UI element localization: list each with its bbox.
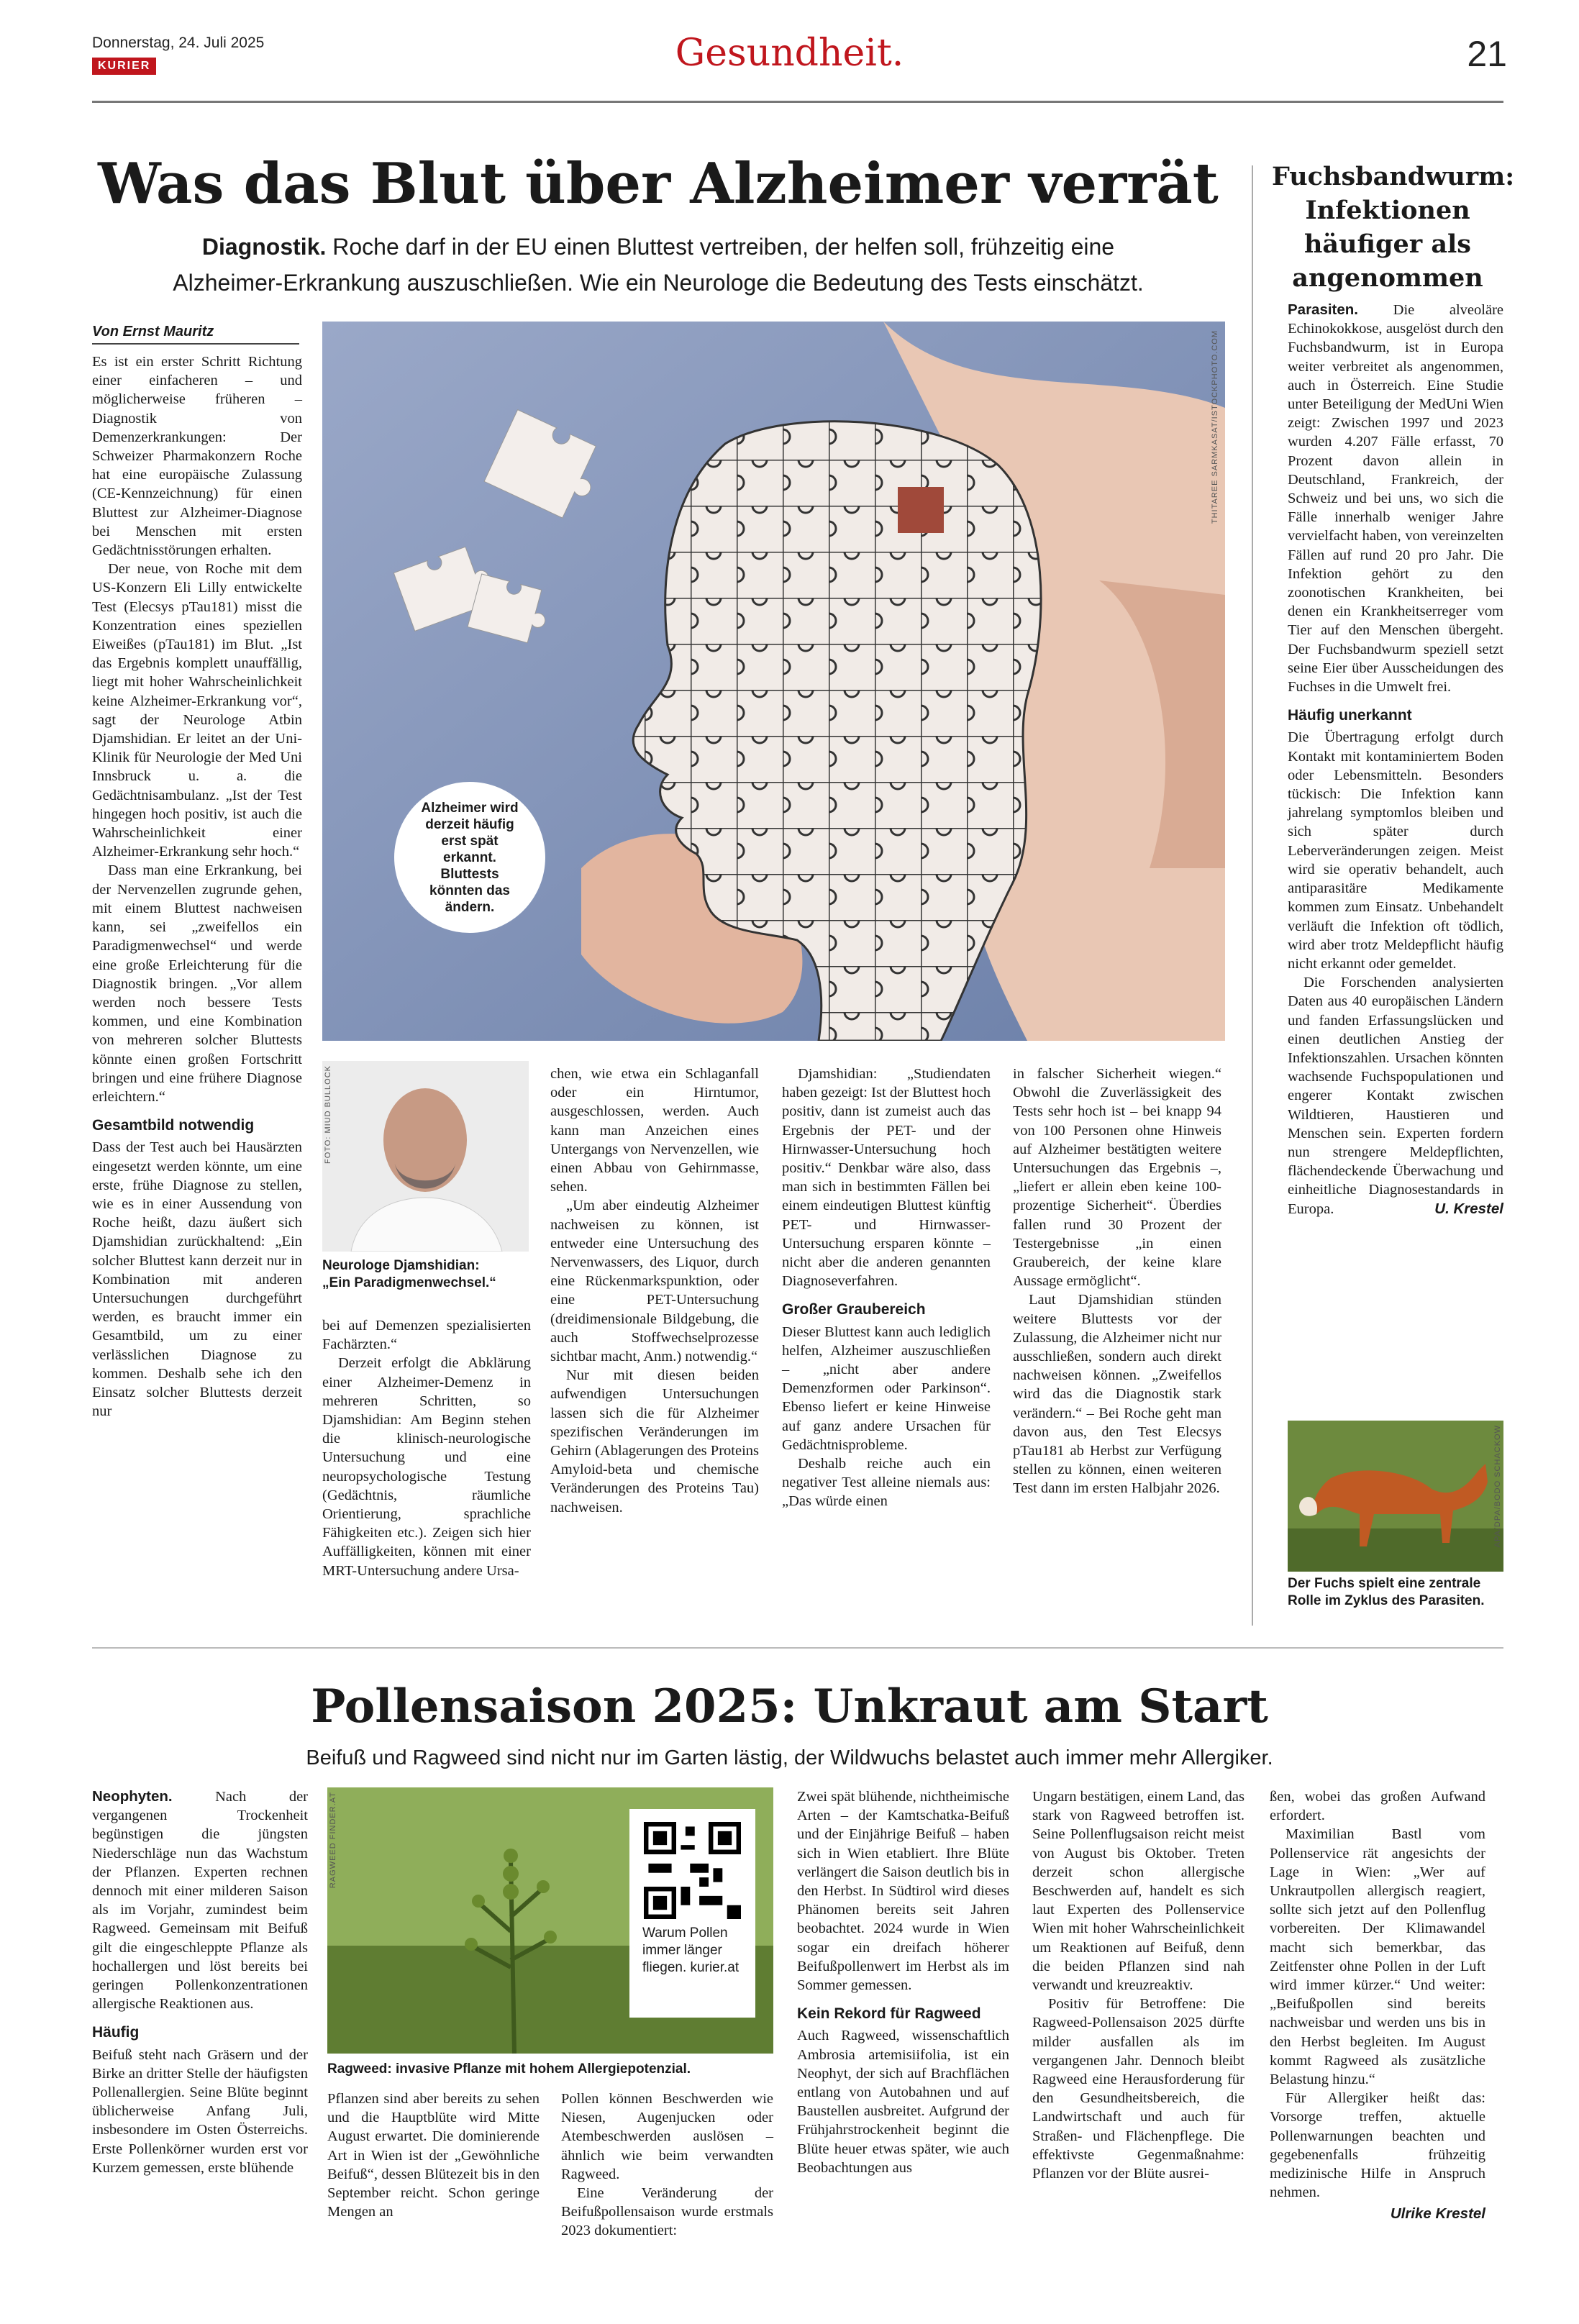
pollen-col6-p2: Maximilian Bastl vom Pollenservice rät angesichts der Lage in Wien: „Wer auf Unkrautpollen allergisch reagiert, sollte sich jetzt auf den Pollenflug vorbereiten. Der Klimawandel macht sich bemerkbar, das Zeitfenster ohne Pollen in der Luft wird immer kürzer.“ Und weiter: „Beifußpollen sind bereits nachweisbar und werden uns bis in den Herbst begleiten. Im August kommt Ragweed als zusätzliche Belastung hinzu.“ [1270, 1826, 1485, 2088]
main-subtitle [94, 229, 1223, 301]
sidebar-para1: Die alveoläre Echinokokkose, ausgelöst durch den Fuchsbandwurm, ist in Europa weiter verbreitet als angenommen, auch in Österreich. Eine Studie unter Beteiligung der MedUni Wien zeigt: Zwischen 1997 und 2023 wurden 4.207 Fälle erfasst, 70 Prozent davon allein in Deutschland, Frankreich, der Schweiz und bei uns, wo sich die Fälle innerhalb weniger Jahre vervielfacht haben, von vereinzelten Fällen auf rund 20 pro Jahr. Die Infektion gehört zu den zoonotischen Krankheiten, bei denen ein Krankheitserreger vom Tier auf den Menschen übergeht. Der Fuchsbandwurm speziell setzt seine Eier über Ausscheidungen des Fuchses in die Umwelt frei. [1288, 302, 1503, 696]
ragweed-credit: RAGWEED FINDER.AT [329, 1792, 337, 1889]
pollen-title: Pollensaison 2025: Unkraut am Start [311, 1680, 1268, 1733]
main-subhead-graubereich: Großer Graubereich [782, 1301, 926, 1318]
main-col3-p3: Nur mit diesen beiden aufwendigen Untersuchungen lassen sich die für Alzheimer spezifischen Veränderungen im Gehirn (Ablagerungen des Proteins Amyloid-beta und chemische Veränderungen des Proteins Tau) nachweisen. [550, 1367, 759, 1516]
main-subtitle-line2: Alzheimer-Erkrankung auszuschließen. Wie ein Neurologe die Bedeutung des Tests einschätzt. [173, 270, 1144, 296]
pollen-col3-p2: Eine Veränderung der Beifußpollensaison wurde erstmals 2023 dokumentiert: [561, 2185, 773, 2239]
pollen-col5-p2: Positiv für Betroffene: Die Ragweed-Pollensaison 2025 dürfte milder ausfallen als im vergangenen Jahr. Dennoch bleibt Ragweed eine Herausforderung für den Gesundheitsbereich, die Landwirtschaft und auch für Straßen- und Flächenpflege. Die effektivste Gegenmaßnahme: Pflanzen vor der Blüte ausrei- [1032, 1996, 1244, 2182]
pollen-col4-p1: Zwei spät blühende, nichtheimische Arten – der Kamtschatka-Beifuß und der Einjährige Beifuß – haben sich in Wien etabliert. Ihre Blüte verlängert die Saison deutlich bis in den Herbst. In Südtirol wird dieses Phänomen bereits seit Jahren beobachtet. 2024 wurde in Wien sogar ein dreifach höherer Beifußpollenwert im Herbst als im Sommer gemessen. [797, 1789, 1009, 1994]
portrait-photo [322, 1061, 529, 1252]
pollen-col1 [92, 1787, 308, 2177]
pollen-col5-p1: Ungarn bestätigen, einem Land, das stark von Ragweed betroffen ist. Seine Pollenflugsaison reicht meist von August bis Oktober. Treten derzeit schon allergische Beschwerden auf, handelt es sich laut Experten des Pollenservice Wien mit hoher Wahrscheinlichkeit um Reaktionen auf Beifuß, denn die beiden Pflanzen sind nah verwandt und kreuzreaktiv. [1032, 1789, 1244, 1994]
main-col4-p1: Djamshidian: „Studiendaten haben gezeigt: Ist der Bluttest hoch positiv, dann ist zumeist auch das Ergebnis der PET- und der Hirnwasser-Untersuchung hoch positiv.“ Denkbar wäre also, dass man sich in bestimmten Fällen bei einem eindeutigen Bluttest künftig PET- und Hirnwasser-Untersuchung ersparen könnte – nicht aber die anderen genannten Diagnoseverfahren. [782, 1066, 991, 1290]
main-col5-p2: Laut Djamshidian stünden weitere Bluttests vor der Zulassung, die Alzheimer nicht nur ausschließen, sondern auch direkt nachweisen können. „Zweifellos wird das die Diagnostik stark verändern.“ – Bei Roche geht man davon aus, den Test Elecsys pTau181 ab Herbst zur Verfügung stellen zu können, einen weiteren Test dann im ersten Halbjahr 2026. [1013, 1292, 1221, 1497]
portrait-caption-line2: „Ein Paradigmenwechsel.“ [322, 1275, 496, 1290]
main-col2-p2: Derzeit erfolgt die Abklärung einer Alzheimer-Demenz in mehreren Schritten, so Djamshidian: Am Beginn stehen die klinisch-neurologische Untersuchung und eine neuropsychologische Testung (Gedächtnis, räumliche Orientierung, sprachliche Fähigkeiten etc.). Zeigen sich hier Auffälligkeiten, können mit einer MRT-Untersuchung andere Ursa- [322, 1355, 531, 1579]
pollen-kicker: Neophyten. [92, 1788, 173, 1805]
pollen-col3-p1: Pollen können Beschwerden wie Niesen, Augenjucken oder Atembeschwerden auslösen – ähnlich wie beim verwandten Ragweed. [561, 2091, 773, 2182]
main-col3-p1: chen, wie etwa ein Schlaganfall oder ein Hirntumor, ausgeschlossen, werden. Auch kann man Anzeichen eines Untergangs von Nervenzellen, wie einen Abbau von Gehirnmasse, sehen. [550, 1066, 759, 1195]
pollen-col2-p1: Pflanzen sind aber bereits zu sehen und die Hauptblüte wird Mitte August erwartet. Die dominierende Art in Wien ist der „Gewöhnliche Beifuß“, dessen Blütezeit bis in den September reicht. Schon geringe Mengen an [327, 2091, 540, 2220]
portrait-caption-line1: Neurologe Djamshidian: [322, 1258, 480, 1273]
pollen-col1-p1: Nach der vergangenen Trockenheit begünstigen die jüngsten Niederschläge nun das Wachstum der Pflanzen. Experten rechnen dennoch mit einer milderen Saison als im Vorjahr, zumindest beim Ragweed. Gemeinsam mit Beifuß gilt die eingeschleppte Pflanze als hochallergen und löst bereits bei geringen Pollenkonzentrationen allergische Reaktionen aus. [92, 1789, 308, 2013]
sidebar-title: Fuchsbandwurm: Infektionen häufiger als angenommen [1272, 162, 1515, 293]
main-col5 [1013, 1065, 1221, 1498]
portrait-credit: FOTO: MIUD BULLOCK [324, 1065, 332, 1164]
fox-caption: Der Fuchs spielt eine zentrale Rolle im Zyklus des Parasiten. [1288, 1576, 1485, 1608]
main-kicker: Diagnostik. [201, 234, 327, 260]
author-line: Von Ernst Mauritz [92, 324, 299, 345]
image-bubble [394, 782, 545, 933]
section-title: Gesundheit. [675, 32, 904, 75]
main-col1-p3: Dass man eine Erkrankung, bei der Nervenzellen zugrunde gehen, mit einem Bluttest nachweisen kann, sei „zweifellos ein Paradigmenwechsel“ und werde eine große Erleichterung für die Diagnostik bringen. „Vor allem werden noch bessere Tests kommen, und eine Kombination von mehreren solcher Bluttests könnte einen großen Fortschritt bringen und eine frühere Diagnose erleichtern.“ [92, 862, 302, 1105]
pollen-subhead-haeufig: Häufig [92, 2024, 140, 2041]
main-col1-p1: Es ist ein erster Schritt Richtung einer einfacheren – und möglicherweise früheren – Diagnostik von Demenzerkrankungen: Der Schweizer Pharmakonzern Roche hat eine europäische Zulassung (CE-Kennzeichnung) für einen Bluttest zur Alzheimer-Diagnose bei Menschen mit ersten Gedächtnisstörungen erhalten. [92, 354, 302, 559]
qr-code-icon [644, 1822, 741, 1919]
main-col3 [550, 1065, 759, 1517]
page-number: 21 [1467, 34, 1507, 74]
main-col5-p1: in falscher Sicherheit wiegen.“ Obwohl die Zuverlässigkeit des Tests sehr hoch ist – bei knapp 94 von 100 Personen ohne Hinweis auf Alzheimer bestätigten weitere Untersuchungen das Ergebnis –, „liefert er allein eben keine 100-prozentige Sicherheit“. Überdies fallen rund 30 Prozent der Testergebnisse „in einen Graubereich, der keine klare Aussage ermöglicht“. [1013, 1066, 1221, 1290]
pollen-col1-p2: Beifuß steht nach Gräsern und der Birke an dritter Stelle der häufigsten Pollenallergien. Seine Blüte beginnt üblicherweise Anfang Juli, insbesondere im Osten Österreichs. Erste Pollenkörner wurden erst vor Kurzem gemessen, erste blühende [92, 2046, 308, 2176]
pollen-col6-p1: ßen, wobei das großen Aufwand erfordert. [1270, 1789, 1485, 1824]
header-divider [92, 101, 1503, 103]
sidebar-para2: Die Übertragung erfolgt durch Kontakt mit kontaminiertem Boden oder Lebensmitteln. Besonders tückisch: Die Infektion kann jahrelang symptomlos bleiben und sich später durch Leberveränderungen zeigen. Meist wird sie operativ behandelt, auch antiparasitäre Medikamente kommen zum Einsatz. Unbehandelt verläuft die Infektion oft tödlich, wird aber trotz Meldepflicht häufig nicht erkannt oder gemeldet. [1288, 729, 1503, 972]
sidebar-author: U. Krestel [1434, 1200, 1503, 1217]
pollen-divider [92, 1647, 1503, 1649]
sidebar-kicker: Parasiten. [1288, 301, 1358, 318]
main-col4-p3: Deshalb reiche auch ein negativer Test alleine niemals aus: „Das würde einen [782, 1456, 991, 1510]
main-col1 [92, 352, 302, 1421]
main-col1-p4: Dass der Test auch bei Hausärzten eingesetzt werden könnte, um eine erste, frühe Diagnose zu stellen, wie es in einer Aussendung von Roche heißt, dazu äußert sich Djamshidian zurückhaltend: „Ein solcher Bluttest kann derzeit nur in Kombination mit anderen Untersuchungen durchgeführt werden, es braucht immer ein Gesamtbild, um zu einer verlässlichen Diagnose zu kommen. Deshalb sehe ich den Einsatz solcher Bluttests derzeit nur [92, 1139, 302, 1420]
fox-photo [1288, 1421, 1503, 1572]
main-title: Was das Blut über Alzheimer verrät [98, 151, 1219, 217]
pollen-subhead-rekord: Kein Rekord für Ragweed [797, 2005, 981, 2023]
pollen-author: Ulrike Krestel [1390, 2205, 1485, 2223]
pollen-col4-p2: Auch Ragweed, wissenschaftlich Ambrosia artemisiifolia, ist ein Neophyt, der sich auf Brachflächen entlang von Autobahnen und auf Baustellen ausbreitet. Aufgrund der Frühjahrstrockenheit beginnt die Blüte heuer etwas später, wie auch Beobachtungen aus [797, 2028, 1009, 2176]
puzzle-head-image [322, 322, 1225, 1041]
main-subhead-gesamtbild: Gesamtbild notwendig [92, 1117, 255, 1134]
missing-puzzle-piece [898, 487, 944, 533]
main-image-credit: THITAREE SARMKASAT/ISTOCKPHOTO.COM [1211, 330, 1219, 524]
header-date: Donnerstag, 24. Juli 2025 [92, 35, 265, 51]
main-col4 [782, 1065, 991, 1511]
ragweed-photo [327, 1787, 773, 2054]
pollen-subtitle: Beifuß und Ragweed sind nicht nur im Garten lästig, der Wildwuchs belastet auch immer mehr Allergiker. [306, 1746, 1273, 1769]
sidebar-subhead: Häufig unerkannt [1288, 707, 1412, 724]
pollen-col3 [561, 2090, 773, 2241]
pollen-col5 [1032, 1787, 1244, 2183]
main-subtitle-line1: Roche darf in der EU einen Bluttest vertreiben, der helfen soll, frühzeitig eine [332, 234, 1115, 260]
fox-credit: APA/DPA/BODO SCHACKOW [1493, 1425, 1502, 1548]
sidebar-para3: Die Forschenden analysierten Daten aus 40 europäischen Ländern und fanden Erfassungslücken und einen deutlichen Anstieg der Infektionszahlen. Ursachen könnten wachsende Fuchspopulationen und engerer Kontakt zwischen Wildtieren, Haustieren und Menschen sein. Experten fordern nun strengere Meldepflichten, flächendeckende Überwachung und einheitliche Diagnosestandards in Europa. [1288, 975, 1503, 1217]
pollen-col2 [327, 2090, 540, 2221]
sidebar-divider [1252, 165, 1253, 1626]
pollen-col6 [1270, 1787, 1485, 2224]
ragweed-caption: Ragweed: invasive Pflanze mit hohem Allergiepotenzial. [327, 2061, 691, 2077]
main-col4-p2: Dieser Bluttest kann auch lediglich helfen, Alzheimer auszuschließen – „nicht aber andere Demenzformen oder Parkinson“. Ebenso liefert er keine Hinweise auf ganz andere Ursachen für Gedächtnisprobleme. [782, 1323, 991, 1453]
main-col3-p2: „Um aber eindeutig Alzheimer nachweisen zu können, ist entweder eine Untersuchung des Nervenwassers, des Liquor, durch eine Rückenmarkspunktion, oder eine PET-Untersuchung (dreidimensionale Bildgebung, die auch Stoffwechselprozesse sichtbar macht, Anm.) notwendig.“ [550, 1198, 759, 1365]
portrait-caption [322, 1257, 531, 1292]
kurier-logo: KURIER [92, 58, 156, 75]
main-col2 [322, 1316, 531, 1580]
qr-box [629, 1809, 755, 2018]
sidebar-body [1288, 301, 1503, 1218]
image-bubble-text: Alzheimer wird derzeit häufig erst spät erkannt. Bluttests könnten das ändern. [421, 800, 519, 915]
pollen-col4 [797, 1787, 1009, 2177]
main-col2-p1: bei auf Demenzen spezialisierten Fachärzten.“ [322, 1318, 531, 1353]
main-col1-p2: Der neue, von Roche mit dem US-Konzern Eli Lilly entwickelte Test (Elecsys pTau181) misst die Konzentration eines speziellen Eiweißes (pTau181) im Blut. „Ist das Ergebnis komplett unauffällig, liegt mit hoher Wahrscheinlichkeit keine Alzheimer-Erkrankung vor“, sagt der Neurologe Atbin Djamshidian. Er leitet an der Uni-Klinik für Neurologie der Med Uni Innsbruck u. a. die Gedächtnisambulanz. „Ist der Test hingegen hoch positiv, ist auch die Wahrscheinlichkeit einer Alzheimer-Erkrankung sehr hoch.“ [92, 561, 302, 860]
pollen-col6-p3: Für Allergiker heißt das: Vorsorge treffen, aktuelle Pollenwarnungen beachten und gegebenenfalls frühzeitig medizinische Hilfe in Anspruch nehmen. [1270, 2090, 1485, 2201]
qr-text: Warum Pollen immer länger fliegen. kurier.at [642, 1926, 740, 1975]
